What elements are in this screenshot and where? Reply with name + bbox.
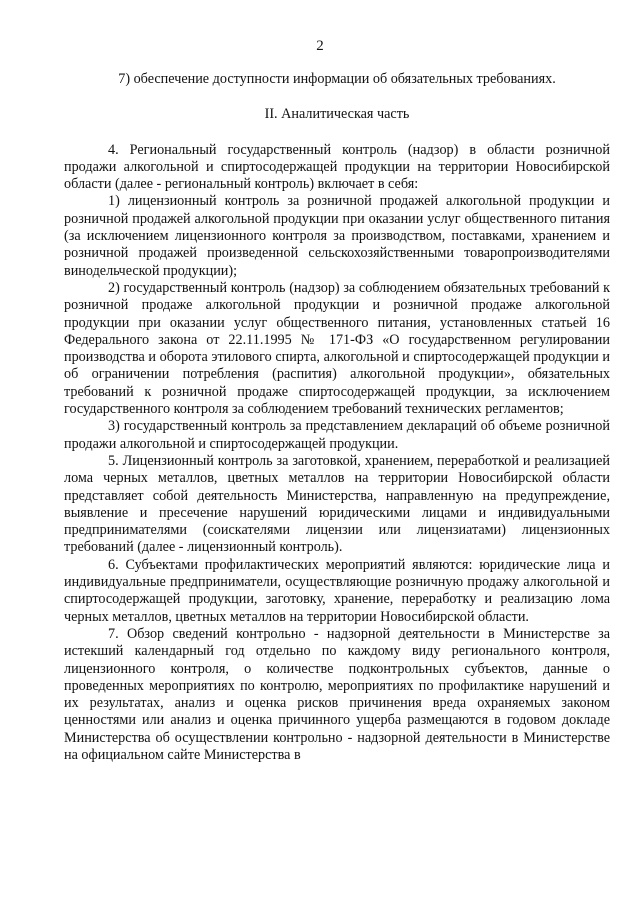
paragraph-4-item-2: 2) государственный контроль (надзор) за соблюдением обязательных требований к розничной продаже алкогольной продукции и розничной продаже алкогольной продукции при оказании услуг общественного питания, установленных статьей 16 Федерального закона от 22.11.1995 № 171-ФЗ «О государственном регулировании производства и оборота этилового спирта, алкогольной и спиртосодержащей продукции и об ограничении потребления (распития) алкогольной продукции», обязательных требований к розничной продаже спиртосодержащей продукции, за исключением государственного контроля за соблюдением требований технических регламентов;	[64, 279, 610, 418]
list-item-7: 7) обеспечение доступности информации об обязательных требованиях.	[118, 71, 556, 87]
section-title: II. Аналитическая часть	[264, 106, 410, 123]
document-body	[64, 71, 610, 764]
page-number: 2	[316, 38, 324, 54]
paragraph-4-item-1: 1) лицензионный контроль за розничной продажей алкогольной продукции и розничной продажей алкогольной продукции при оказании услуг общественного питания (за исключением лицензионного контроля за производством, поставками, хранением и розничной продажей произведенной сельскохозяйственными товаропроизводителями винодельческой продукции);	[64, 193, 610, 279]
paragraph-5: 5. Лицензионный контроль за заготовкой, хранением, переработкой и реализацией лома черных металлов, цветных металлов на территории Новосибирской области представляет собой деятельность Министерства, направленную на предупреждение, выявление и пресечение нарушений юридическими лицами и индивидуальными предпринимателями (соискателями лицензии или лицензиатами) лицензионных требований (далее - лицензионный контроль).	[64, 452, 610, 556]
paragraph-4: 4. Региональный государственный контроль (надзор) в области розничной продажи алкогольной и спиртосодержащей продукции на территории Новосибирской области (далее - региональный контроль) включает в себя:	[64, 141, 610, 193]
paragraph-6: 6. Субъектами профилактических мероприятий являются: юридические лица и индивидуальные предприниматели, осуществляющие розничную продажу алкогольной и спиртосодержащей продукции, заготовку, хранение, переработку и реализацию лома черных металлов, цветных металлов на территории Новосибирской области.	[64, 556, 610, 625]
paragraph-7: 7. Обзор сведений контрольно - надзорной деятельности в Министерстве за истекший календарный год отдельно по каждому виду регионального контроля, лицензионного контроля, о количестве подконтрольных субъектов, данные о проведенных мероприятиях по контролю, мероприятиях по профилактике нарушений и их результатах, анализ и оценка рисков причинения вреда охраняемых законом ценностями или анализ и оценка причинного ущерба размещаются в годовом докладе Министерства об осуществлении контрольно - надзорной деятельности в Министерстве на официальном сайте Министерства в	[64, 625, 610, 763]
paragraph-4-item-3: 3) государственный контроль за представлением деклараций об объеме розничной продажи алкогольной и спиртосодержащей продукции.	[64, 418, 610, 452]
